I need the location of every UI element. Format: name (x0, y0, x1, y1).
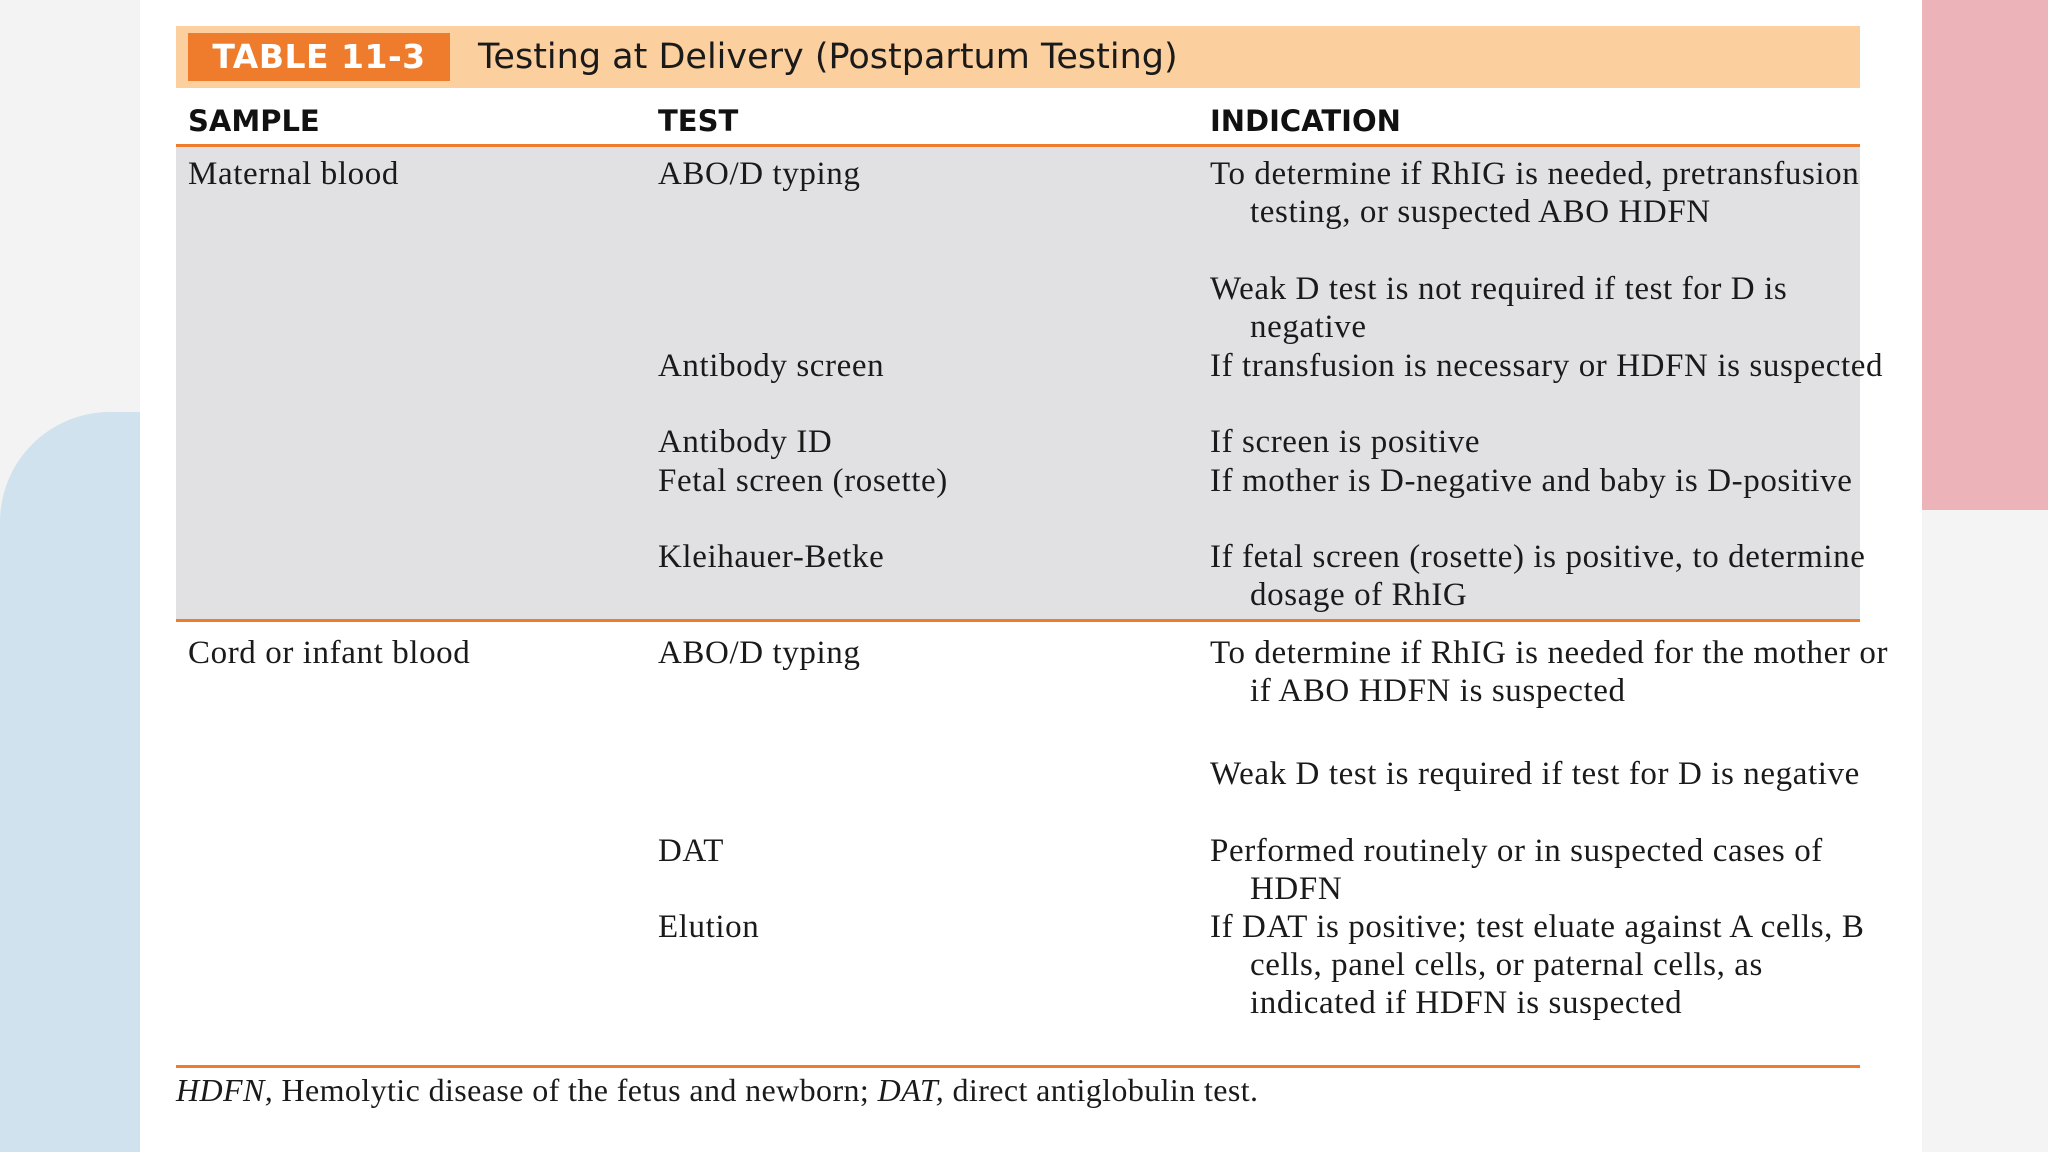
test-dat: DAT (658, 833, 724, 869)
decorative-blue-shape (0, 412, 160, 1152)
sample-cord-infant-blood: Cord or infant blood (188, 635, 471, 671)
indication-screen-positive: If screen is positive (1210, 424, 1481, 460)
footnote-abbr-hdfn: HDFN, (176, 1072, 274, 1108)
table-header-row (176, 88, 1860, 147)
test-antibody-screen: Antibody screen (658, 348, 885, 384)
sample-maternal-blood: Maternal blood (188, 156, 399, 192)
indication-elution: If DAT is positive; test eluate against A cells, B cells, panel cells, or paternal cells, as indicated if HDFN is suspected (1210, 909, 1865, 1021)
test-cord-abo-d-typing: ABO/D typing (658, 635, 861, 671)
table-title-bar (176, 26, 1860, 88)
indication-weak-d-required: Weak D test is required if test for D is negative (1210, 756, 1860, 792)
slide (140, 0, 1922, 1152)
test-kleihauer-betke: Kleihauer-Betke (658, 539, 885, 575)
indication-weak-d-not-required: Weak D test is not required if test for D is negative (1210, 271, 1788, 345)
header-test: TEST (658, 104, 739, 138)
footnote-text-dat: direct antiglobulin test. (944, 1072, 1259, 1108)
indication-rhig-needed: To determine if RhIG is needed, pretransfusion testing, or suspected ABO HDFN (1210, 156, 1860, 230)
table-footnote (176, 1072, 1258, 1109)
indication-transfusion: If transfusion is necessary or HDFN is suspected (1210, 348, 1884, 384)
table-11-3 (176, 26, 1889, 1068)
indication-rhig-dosage: If fetal screen (rosette) is positive, to determine dosage of RhIG (1210, 539, 1866, 613)
table-number-badge: TABLE 11-3 (188, 33, 450, 81)
decorative-pink-shape (1922, 0, 2048, 510)
footnote-abbr-dat: DAT, (877, 1072, 945, 1108)
indication-dat-routine: Performed routinely or in suspected cases of HDFN (1210, 833, 1823, 907)
header-indication: INDICATION (1210, 104, 1401, 138)
test-abo-d-typing: ABO/D typing (658, 156, 861, 192)
test-antibody-id: Antibody ID (658, 424, 833, 460)
decorative-right-panel (1922, 510, 2048, 1152)
cord-blood-group (176, 622, 1889, 1068)
footnote-text-hdfn: Hemolytic disease of the fetus and newborn; (273, 1072, 878, 1108)
maternal-blood-group (176, 147, 1884, 622)
test-fetal-screen: Fetal screen (rosette) (658, 463, 948, 499)
indication-d-negative-mother: If mother is D-negative and baby is D-positive (1210, 463, 1853, 499)
indication-cord-rhig: To determine if RhIG is needed for the mother or if ABO HDFN is suspected (1210, 635, 1889, 709)
table-title: Testing at Delivery (Postpartum Testing) (478, 37, 1178, 77)
header-sample: SAMPLE (188, 104, 320, 138)
test-elution: Elution (658, 909, 760, 945)
